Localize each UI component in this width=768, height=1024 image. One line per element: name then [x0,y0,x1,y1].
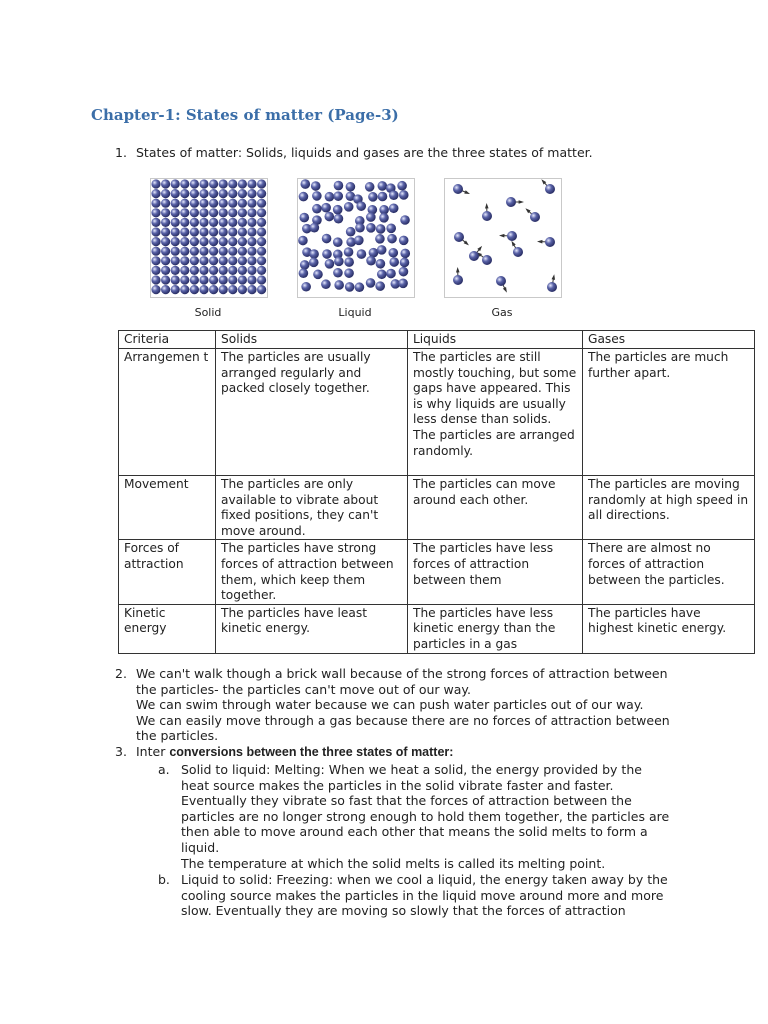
text-line: Eventually they vibrate so fast that the forces of attraction between the [181,793,632,809]
particle [219,237,228,246]
particle [151,256,160,265]
particle [399,190,409,200]
particle [151,189,160,198]
particle [376,259,386,269]
item-number: 1. [115,145,127,160]
particle [399,236,409,246]
particle [482,255,492,265]
particle [298,236,308,246]
particle [219,218,228,227]
particle [247,227,256,236]
particle [238,237,247,246]
particle [190,247,199,256]
particle [355,282,365,292]
particle [301,282,311,292]
particle [190,199,199,208]
particle [376,224,386,234]
particle [199,208,208,217]
particle [453,184,463,194]
table-cell: The particles have strong forces of attraction between them, which keep them together. [216,540,408,604]
particle [209,179,218,188]
particle [199,227,208,236]
table-row [119,349,755,476]
particle [219,247,228,256]
particle [357,249,367,259]
particle [399,267,409,277]
particle [161,237,170,246]
particle [387,234,397,244]
particle [247,199,256,208]
particle [180,275,189,284]
particle [151,227,160,236]
particle [368,192,378,202]
arrow-head [499,234,504,238]
arrow-head [456,267,460,272]
text-line: particles are no longer strong enough to hold them together, the particles are [181,808,670,824]
particle [346,227,356,237]
particle [299,213,309,223]
particle [397,181,407,191]
table-cell: The particles have less kinetic energy than the particles in a gas [408,604,583,653]
arrow-head [485,203,489,208]
particle [400,215,410,225]
table-row [119,604,755,653]
particle [228,275,237,284]
particle [247,218,256,227]
particle [228,179,237,188]
particle [333,237,343,247]
text-line: the particles- the particles can't move out of our way. [136,681,472,697]
particle [257,227,266,236]
particle [238,179,247,188]
particle [257,179,266,188]
solid-diagram [150,178,268,298]
text-line: the particles. [136,728,219,744]
particle [180,247,189,256]
particle [365,182,375,192]
particle [171,256,180,265]
particle [190,179,199,188]
table-row [119,540,755,604]
particle [386,224,396,234]
particle [257,285,266,294]
particle [325,192,335,202]
particle [496,276,506,286]
particle [199,266,208,275]
liquid-label: Liquid [338,306,372,319]
particle [247,256,256,265]
table-cell: Arrangemen t [119,349,216,476]
particle [161,199,170,208]
particle [311,181,321,191]
particle [247,237,256,246]
text-line: liquid. [181,839,220,855]
text-line: The temperature at which the solid melts is called its melting point. [181,855,606,871]
particle [309,249,319,259]
particle [344,202,354,212]
table-cell: The particles can move around each other. [408,476,583,540]
particle [247,285,256,294]
particle [171,189,180,198]
text-line: Solid to liquid: Melting: When we heat a solid, the energy provided by the [181,762,642,777]
particle [344,247,354,257]
particle [151,208,160,217]
particle [377,269,387,279]
table-cell: The particles are much further apart. [583,349,755,476]
particle [171,227,180,236]
particle [321,203,331,213]
particle [151,199,160,208]
particle [161,256,170,265]
arrow-head [552,274,556,280]
particle [334,181,344,191]
particle [247,179,256,188]
particle [199,275,208,284]
particle [199,189,208,198]
particle [209,256,218,265]
particle [313,270,323,280]
particle [228,199,237,208]
arrow-head [519,200,524,204]
particle [299,192,309,202]
sub-item-letter: a. [158,762,170,777]
particle [513,247,523,257]
particle [190,227,199,236]
particle [346,182,356,192]
arrow-head [537,240,542,244]
text-line: cooling source makes the particles in the liquid move around more and more [181,887,664,903]
table-cell: There are almost no forces of attraction between the particles. [583,540,755,604]
table-cell: The particles are still mostly touching, but some gaps have appeared. This is why liquids are usually less dense than solids. The particles are arranged randomly. [408,349,583,476]
particle [301,179,311,189]
particle [312,204,322,214]
particle [389,190,399,200]
particle [300,260,310,270]
particle [257,199,266,208]
header-cell: Solids [216,331,408,349]
particle [180,237,189,246]
particle [161,285,170,294]
item-number: 3. [115,744,127,759]
particle [180,199,189,208]
particle [219,227,228,236]
particle [209,237,218,246]
text-line: then able to move around each other that means the solid melts to form a [181,824,648,840]
particle [366,256,376,266]
particle [238,208,247,217]
particle [257,247,266,256]
text-line: We can easily move through a gas because there are no forces of attraction between [136,712,670,728]
particle [161,227,170,236]
table-cell: The particles are moving randomly at high speed in all directions. [583,476,755,540]
particle [247,247,256,256]
particle [398,278,408,288]
particle [161,266,170,275]
particle [366,212,376,222]
particle [530,212,540,222]
item-text: States of matter: Solids, liquids and gases are the three states of matter. [136,145,593,160]
header-cell: Liquids [408,331,583,349]
particle [257,266,266,275]
particle [171,199,180,208]
particle [228,218,237,227]
particle [238,266,247,275]
table-cell: Forces of attraction [119,540,216,604]
particle [151,237,160,246]
solid-label: Solid [194,306,222,319]
table-cell: Kinetic energy [119,604,216,653]
particle [247,266,256,275]
arrow-head [503,287,507,293]
particle [161,208,170,217]
particle [171,208,180,217]
particle [151,266,160,275]
particle [199,247,208,256]
table-cell: The particles are only available to vibrate about fixed positions, they can't move around. [216,476,408,540]
particle [209,189,218,198]
text-line: Liquid to solid: Freezing: when we cool a liquid, the energy taken away by the [181,872,668,887]
particle [247,208,256,217]
particle [238,285,247,294]
particle [228,208,237,217]
particle [321,279,331,289]
particle [209,247,218,256]
text-line: heat source makes the particles in the solid vibrate faster and faster. [181,777,614,793]
particle [190,218,199,227]
particle [506,197,516,207]
page-title: Chapter-1: States of matter (Page-3) [91,106,399,124]
particle [379,213,389,223]
particle [171,247,180,256]
text-line: slow. Eventually they are moving so slowly that the forces of attraction [181,903,626,919]
particle [180,285,189,294]
particle [190,256,199,265]
particle [454,232,464,242]
particle [389,203,399,213]
particle [209,227,218,236]
heading-bold: conversions between the three states of matter: [169,745,454,759]
heading-prefix: Inter [136,744,170,759]
particle [238,275,247,284]
particle [257,218,266,227]
particle [356,201,366,211]
table-cell: The particles have highest kinetic energy. [583,604,755,653]
particle [190,208,199,217]
states-table [118,330,755,654]
particle [453,275,463,285]
table-cell: The particles are usually arranged regularly and packed closely together. [216,349,408,476]
particle [209,199,218,208]
particle [171,218,180,227]
particle [228,237,237,246]
particle [247,189,256,198]
particle [344,268,354,278]
particle [345,282,355,292]
particle [180,266,189,275]
particle [151,285,160,294]
particle [199,179,208,188]
particle [378,192,388,202]
particle [219,256,228,265]
particle [171,179,180,188]
particle [161,218,170,227]
particle [309,258,319,268]
particle [389,257,399,267]
particle [151,247,160,256]
table-cell: The particles have least kinetic energy. [216,604,408,653]
particle [377,245,387,255]
particle [238,189,247,198]
particle [209,218,218,227]
particle [333,268,343,278]
particle [180,189,189,198]
particle [354,235,364,245]
particle [238,256,247,265]
table-row [119,476,755,540]
particle [199,285,208,294]
particle [219,208,228,217]
arrow-head [464,190,470,194]
particle [257,208,266,217]
particle [219,275,228,284]
particle [180,179,189,188]
particle [219,285,228,294]
particle [171,266,180,275]
particle [355,223,365,233]
item-2-text [136,666,670,744]
particle [228,266,237,275]
particle [209,266,218,275]
particle [375,281,385,291]
sub-item-letter: b. [158,872,170,887]
item-3-heading [136,744,453,761]
particle [228,247,237,256]
particle [171,237,180,246]
table-header-row [119,331,755,349]
particle [312,191,322,201]
particle [545,237,555,247]
text-line: We can't walk though a brick wall because of the strong forces of attraction between [136,666,668,681]
particle [334,280,344,290]
particle [219,189,228,198]
sub-item-b-text [181,872,668,919]
particle [190,189,199,198]
particle [151,275,160,284]
particle [199,199,208,208]
particle [219,266,228,275]
particle [334,257,344,267]
particle [161,179,170,188]
particle [257,275,266,284]
particle [190,275,199,284]
particle [228,256,237,265]
particle [190,266,199,275]
particle [334,214,344,224]
particle [199,237,208,246]
particle [228,285,237,294]
particle [209,285,218,294]
particle [325,259,335,269]
particle [299,268,309,278]
particle [469,251,479,261]
particle [219,199,228,208]
particle [257,256,266,265]
particle [366,223,376,233]
particle [161,189,170,198]
table-cell: The particles have less forces of attraction between them [408,540,583,604]
particle [219,179,228,188]
particle [257,189,266,198]
particle [388,248,398,258]
particle [238,247,247,256]
particle [344,257,354,267]
particle [547,282,557,292]
particle [238,227,247,236]
header-cell: Criteria [119,331,216,349]
particle [199,218,208,227]
particle [228,189,237,198]
particle [257,237,266,246]
particle [209,275,218,284]
particle [180,208,189,217]
particle [228,227,237,236]
gas-label: Gas [491,306,513,319]
particle [545,184,555,194]
particle [322,234,332,244]
particle [322,249,332,259]
particle [386,269,396,279]
sub-item-a-text [181,762,669,871]
particle [310,223,320,233]
particle [333,205,343,215]
particle [378,181,388,191]
particle [171,275,180,284]
item-number: 2. [115,666,127,681]
arrow-head [511,241,515,247]
particle [161,275,170,284]
particle [151,218,160,227]
gas-diagram [444,178,562,298]
particle [171,285,180,294]
particle [190,285,199,294]
particle [151,179,160,188]
particle [180,227,189,236]
particle [238,218,247,227]
particle [507,231,517,241]
particle [190,237,199,246]
header-cell: Gases [583,331,755,349]
table-cell: Movement [119,476,216,540]
particle [375,234,385,244]
particle [333,191,343,201]
particle [209,208,218,217]
particle [400,249,410,259]
particle [199,256,208,265]
liquid-diagram [297,178,415,298]
particle [180,218,189,227]
text-line: We can swim through water because we can push water particles out of our way. [136,697,644,713]
particle [238,199,247,208]
particle [400,258,410,268]
particle [180,256,189,265]
particle [366,278,376,288]
particle [482,211,492,221]
particle [247,275,256,284]
particle [161,247,170,256]
particle [324,212,334,222]
